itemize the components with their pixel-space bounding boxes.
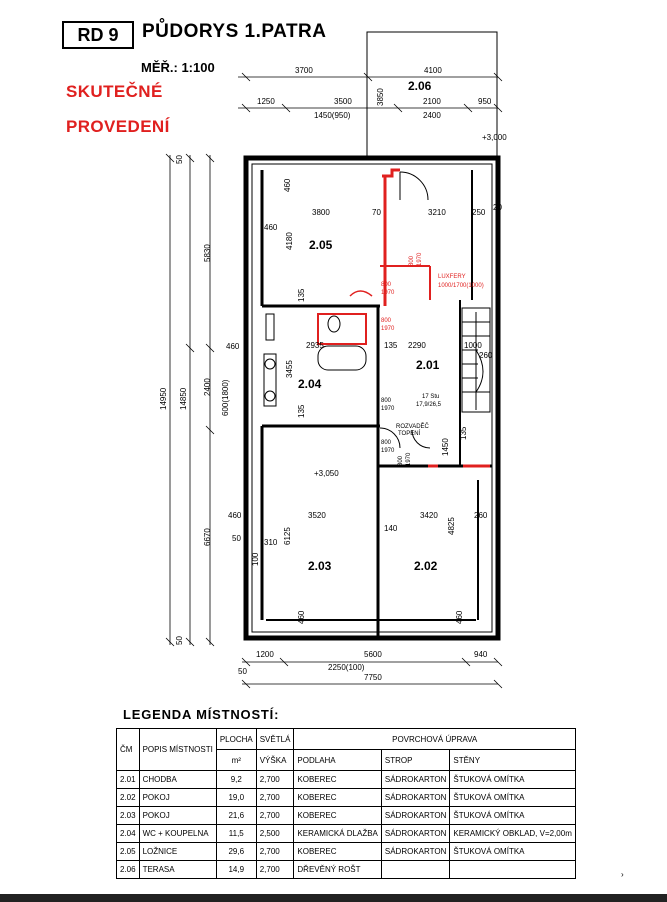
cell-cm: 2.06 (117, 861, 140, 879)
dim-label: 4100 (424, 66, 442, 75)
dim-label: 100 (251, 552, 260, 566)
dim-label: 2400 (203, 378, 212, 396)
dim-label: 950 (478, 97, 492, 106)
legend-title: LEGENDA MÍSTNOSTÍ: (123, 707, 280, 722)
dim-label: 2250(100) (328, 663, 365, 672)
dim-label: 6125 (283, 527, 292, 545)
bathtub (318, 346, 366, 370)
dim-label: 3455 (285, 360, 294, 378)
dim-label: 1450(950) (314, 111, 351, 120)
dim-label: 6670 (203, 528, 212, 546)
corner-mark: › (621, 870, 624, 879)
table-row (117, 771, 576, 789)
door-height: 1970 (381, 406, 395, 412)
dim-label: 260 (479, 351, 493, 360)
cell-strop: SÁDROKARTON (381, 771, 450, 789)
room-label-2-05: 2.05 (309, 238, 333, 252)
cell-plocha: 11,5 (216, 825, 256, 843)
cell-cm: 2.01 (117, 771, 140, 789)
stairs-note-1: 17 Stu (422, 394, 440, 400)
dim-label: 3520 (308, 511, 326, 520)
dim-label: 3800 (312, 208, 330, 217)
cell-popis: CHODBA (139, 771, 216, 789)
cell-steny: ŠTUKOVÁ OMÍTKA (450, 771, 576, 789)
dim-label: 50 (232, 534, 241, 543)
cell-strop: SÁDROKARTON (381, 807, 450, 825)
dim-label: 2400 (423, 111, 441, 120)
cell-vyska: 2,700 (256, 789, 294, 807)
dim-label: 3700 (295, 66, 313, 75)
table-row (117, 861, 576, 879)
dim-label: 135 (384, 341, 398, 350)
cell-popis: WC + KOUPELNA (139, 825, 216, 843)
dim-label: 250 (472, 208, 486, 217)
door-height: 1970 (417, 252, 423, 266)
dim-label: 3420 (420, 511, 438, 520)
cell-podlaha: KOBEREC (294, 843, 381, 861)
dim-label: 2100 (423, 97, 441, 106)
cell-strop: SÁDROKARTON (381, 825, 450, 843)
floor-level: +3,050 (314, 469, 339, 478)
cell-podlaha: KOBEREC (294, 789, 381, 807)
door-height: 1970 (381, 326, 395, 332)
cell-podlaha: KERAMICKÁ DLAŽBA (294, 825, 381, 843)
cell-steny: ŠTUKOVÁ OMÍTKA (450, 789, 576, 807)
cell-strop (381, 861, 450, 879)
dim-label: 1200 (256, 650, 274, 659)
toilet (328, 316, 340, 332)
dim-label: 140 (384, 524, 398, 533)
dim-label: 4825 (447, 517, 456, 535)
cell-plocha: 29,6 (216, 843, 256, 861)
cell-steny (450, 861, 576, 879)
cell-popis: POKOJ (139, 807, 216, 825)
dim-label: 2290 (408, 341, 426, 350)
dim-label: 135 (459, 426, 468, 440)
dim-label: 4180 (285, 232, 294, 250)
door-height: 1970 (381, 290, 395, 296)
dim-label: 460 (455, 610, 464, 624)
col-popis: POPIS MÍSTNOSTI (139, 729, 216, 771)
room-label-2-01: 2.01 (416, 358, 440, 372)
dim-label: 1000 (464, 341, 482, 350)
sink-2 (265, 391, 275, 401)
terrace-outline (367, 32, 497, 158)
rozvadec-note-1: ROZVADĚČ (396, 424, 429, 430)
dim-label: 940 (474, 650, 488, 659)
dim-label: 14950 (159, 387, 168, 410)
cell-strop: SÁDROKARTON (381, 789, 450, 807)
room-label-2-04: 2.04 (298, 377, 322, 391)
dim-label: 5600 (364, 650, 382, 659)
bottom-bar (0, 894, 667, 902)
col-cm: ČM (117, 729, 140, 771)
status-line-1: SKUTEČNÉ (66, 82, 163, 101)
drawing-scale: MĚŘ.: 1:100 (141, 60, 215, 75)
room-label-2-02: 2.02 (414, 559, 438, 573)
dim-label: 460 (297, 610, 306, 624)
cell-cm: 2.02 (117, 789, 140, 807)
status-line-2: PROVEDENÍ (66, 117, 170, 136)
cell-steny: ŠTUKOVÁ OMÍTKA (450, 807, 576, 825)
room-label-2-03: 2.03 (308, 559, 332, 573)
cell-strop: SÁDROKARTON (381, 843, 450, 861)
drawing-code: RD 9 (62, 21, 134, 49)
door-width: 800 (398, 455, 404, 466)
dim-label: 5830 (203, 244, 212, 262)
dim-label: 3850 (376, 88, 385, 106)
dim-label: 3500 (334, 97, 352, 106)
cell-popis: POKOJ (139, 789, 216, 807)
dimension-lines (170, 77, 498, 684)
dim-label: 460 (228, 511, 242, 520)
table-row (117, 789, 576, 807)
door-height: 1970 (406, 452, 412, 466)
dim-label: 50 (175, 155, 184, 164)
table-row (117, 825, 576, 843)
dim-label: 460 (283, 178, 292, 192)
dim-label: 70 (372, 208, 381, 217)
cell-cm: 2.03 (117, 807, 140, 825)
stairs-note-2: 17,9/26,5 (416, 402, 442, 408)
cell-popis: TERASA (139, 861, 216, 879)
dim-label: 260 (474, 511, 488, 520)
dim-label: 2935 (306, 341, 324, 350)
dim-label: 135 (297, 288, 306, 302)
cell-steny: KERAMICKÝ OBKLAD, V=2,00m (450, 825, 576, 843)
door-width: 800 (381, 398, 392, 404)
col-unit: m² (216, 750, 256, 771)
dim-label: 310 (264, 538, 278, 547)
door-width: 800 (409, 255, 415, 266)
dim-label: 460 (264, 223, 278, 232)
cell-podlaha: KOBEREC (294, 771, 381, 789)
door-width: 800 (381, 318, 392, 324)
cell-vyska: 2,700 (256, 807, 294, 825)
dim-label: 3210 (428, 208, 446, 217)
room-label-2-06: 2.06 (408, 79, 432, 93)
dim-label: 50 (238, 667, 247, 676)
col-steny: STĚNY (450, 750, 576, 771)
dim-label: 20 (493, 203, 502, 212)
dim-label: 50 (175, 636, 184, 645)
cell-plocha: 9,2 (216, 771, 256, 789)
terrace-level: +3,000 (482, 133, 507, 142)
table-row (117, 843, 576, 861)
luxfery-note-1: LUXFERY (438, 274, 466, 280)
cell-cm: 2.05 (117, 843, 140, 861)
luxfery-note-2: 1000/1700(1000) (438, 283, 484, 289)
table-row (117, 807, 576, 825)
cell-vyska: 2,700 (256, 843, 294, 861)
col-podlaha: PODLAHA (294, 750, 381, 771)
cell-podlaha: DŘEVĚNÝ ROŠT (294, 861, 381, 879)
sink-1 (265, 359, 275, 369)
bath-cabinet (266, 314, 274, 340)
drawing-title: PŮDORYS 1.PATRA (142, 21, 327, 42)
cell-plocha: 14,9 (216, 861, 256, 879)
cell-plocha: 19,0 (216, 789, 256, 807)
dim-label: 135 (297, 404, 306, 418)
door-width: 800 (381, 282, 392, 288)
dim-label: 1250 (257, 97, 275, 106)
col-povrch: POVRCHOVÁ ÚPRAVA (294, 729, 575, 750)
col-strop: STROP (381, 750, 450, 771)
staircase (462, 308, 490, 412)
dim-label: 460 (226, 342, 240, 351)
cell-podlaha: KOBEREC (294, 807, 381, 825)
door-height: 1970 (381, 448, 395, 454)
cell-steny: ŠTUKOVÁ OMÍTKA (450, 843, 576, 861)
cell-vyska: 2,500 (256, 825, 294, 843)
red-modifications (318, 170, 490, 466)
cell-vyska: 2,700 (256, 861, 294, 879)
cell-popis: LOŽNICE (139, 843, 216, 861)
dim-label: 600(1800) (221, 379, 230, 416)
col-vyska: SVĚTLÁ (256, 729, 294, 750)
cell-vyska: 2,700 (256, 771, 294, 789)
col-vyska2: VÝŠKA (256, 750, 294, 771)
legend-table (116, 728, 576, 879)
dim-label: 14850 (179, 387, 188, 410)
dim-label: 7750 (364, 673, 382, 682)
dim-label: 1450 (441, 438, 450, 456)
cell-cm: 2.04 (117, 825, 140, 843)
rozvadec-note-2: TOPENÍ (398, 431, 421, 437)
col-plocha: PLOCHA (216, 729, 256, 750)
door-width: 800 (381, 440, 392, 446)
cell-plocha: 21,6 (216, 807, 256, 825)
